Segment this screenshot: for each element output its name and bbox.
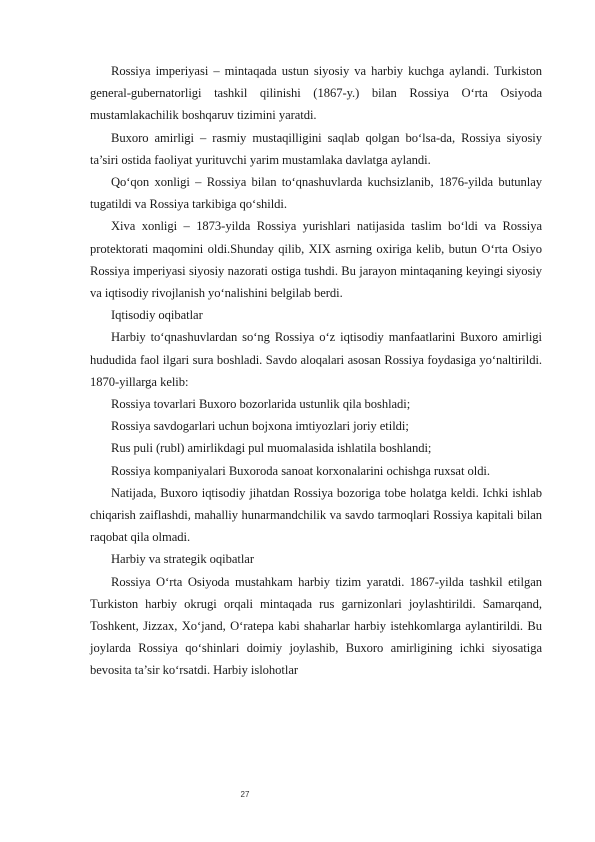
paragraph-military-system: Rossiya O‘rta Osiyoda mustahkam harbiy tizim yaratdi. 1867-yilda tashkil etilgan Turkiston harbiy okrugi orqali mintaqada rus garnizonlari joylashtirildi. Samarqand, Toshkent, Jizzax, Xo‘jand, O‘ratepa kabi shaharlar harbiy istehkomlarga aylantirildi. Bu joylarda Rossiya qo‘shinlari doimiy joylashib, Buxoro amirligining ichki siyosatiga bevosita ta’sir ko‘rsatdi. Harbiy islohotlar xyxy=(90,574,542,678)
paragraph-russian-empire: Rossiya imperiyasi – mintaqada ustun siyosiy va harbiy kuchga aylandi. Turkiston general-gubernatorligi tashkil qilinishi (1867-y.) bilan Rossiya O‘rta Osiyoda mustamlakachilik boshqaruv tizimini yaratdi. xyxy=(90,64,542,123)
paragraph-bukhara-emirate: Buxoro amirligi – rasmiy mustaqilligini saqlab qolgan bo‘lsa-da, Rossiya siyosiy ta’siri ostida faoliyat yurituvchi yarim mustamlaka davlatga aylandi. xyxy=(90,130,542,167)
paragraph-economic-interests: Harbiy to‘qnashuvlardan so‘ng Rossiya o‘z iqtisodiy manfaatlarini Buxoro amirligi hududida faol ilgari sura boshladi. Savdo aloqalari asosan Rossiya foydasiga yo‘naltirildi. 1870-yillarga kelib: xyxy=(90,330,542,389)
page-body xyxy=(90,60,542,682)
section-heading-economic: Iqtisodiy oqibatlar xyxy=(111,308,203,323)
paragraph-economic-dependence: Natijada, Buxoro iqtisodiy jihatdan Rossiya bozoriga tobe holatga keldi. Ichki ishlab chiqarish zaiflashdi, mahalliy hunarmandchilik va savdo tarmoqlari Rossiya kapitali bilan raqobat qila olmadi. xyxy=(90,485,542,545)
paragraph-kokand-khanate: Qo‘qon xonligi – Rossiya bilan to‘qnashuvlarda kuchsizlanib, 1876-yilda butunlay tugatildi va Rossiya tarkibiga qo‘shildi. xyxy=(90,175,542,212)
list-item-ruble: Rus puli (rubl) amirlikdagi pul muomalasida ishlatila boshlandi; xyxy=(111,441,432,456)
list-item-customs-privileges: Rossiya savdogarlari uchun bojxona imtiyozlari joriy etildi; xyxy=(111,419,409,434)
page-number: 27 xyxy=(240,790,250,799)
section-heading-military: Harbiy va strategik oqibatlar xyxy=(111,552,254,567)
paragraph-khiva-khanate: Xiva xonligi – 1873-yilda Rossiya yurishlari natijasida taslim bo‘ldi va Rossiya protektorati maqomini oldi.Shunday qilib, XIX asrning oxiriga kelib, butun O‘rta Osiyo Rossiya imperiyasi siyosiy nazorati ostiga tushdi. Bu jarayon mintaqaning keyingi siyosiy va iqtisodiy rivojlanish yo‘nalishini belgilab berdi. xyxy=(90,219,542,301)
list-item-russian-goods: Rossiya tovarlari Buxoro bozorlarida ustunlik qila boshladi; xyxy=(111,397,411,412)
list-item-russian-companies: Rossiya kompaniyalari Buxoroda sanoat korxonalarini ochishga ruxsat oldi. xyxy=(111,463,490,478)
